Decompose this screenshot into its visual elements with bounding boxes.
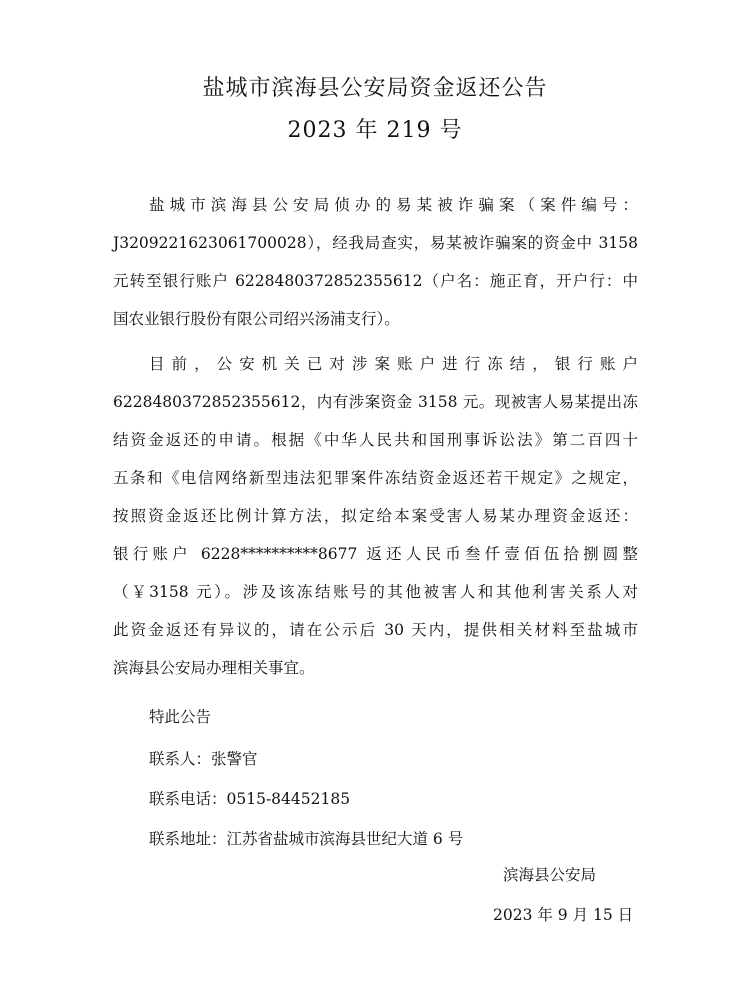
contact-phone: 联系电话：0515-84452185: [149, 790, 351, 808]
closing-phrase: 特此公告: [149, 708, 212, 726]
notice-number: 2023 年 219 号: [287, 118, 463, 143]
contact-person: 联系人：张警官: [149, 750, 258, 768]
paragraph-line: 目前，公安机关已对涉案账户进行冻结，银行账户: [149, 355, 638, 373]
paragraph-line: 元转至银行账户 6228480372852355612（户名：施正育，开户行：中: [113, 272, 638, 290]
paragraph-line: J3209221623061700028），经我局查实，易某被诈骗案的资金中 3158: [113, 234, 638, 252]
paragraph-line: 6228480372852355612，内有涉案资金 3158 元。现被害人易某提出冻: [113, 393, 638, 411]
paragraph-refund-info: [113, 345, 638, 687]
paragraph-line: 银行账户 6228**********8677 返还人民币叁仟壹佰伍拾捌圆整: [113, 545, 638, 563]
issuing-authority: 滨海县公安局: [503, 866, 597, 884]
paragraph-line: 结资金返还的申请。根据《中华人民共和国刑事诉讼法》第二百四十: [113, 431, 638, 449]
paragraph-case-info: [113, 186, 638, 338]
paragraph-line: 按照资金返还比例计算方法，拟定给本案受害人易某办理资金返还：: [113, 507, 638, 525]
contact-address: 联系地址：江苏省盐城市滨海县世纪大道 6 号: [149, 830, 464, 848]
paragraph-line: 盐城市滨海县公安局侦办的易某被诈骗案（案件编号：: [149, 196, 638, 214]
paragraph-line: 滨海县公安局办理相关事宜。: [113, 659, 315, 677]
paragraph-line: 国农业银行股份有限公司绍兴汤浦支行）。: [113, 310, 400, 328]
paragraph-line: （￥3158 元）。涉及该冻结账号的其他被害人和其他利害关系人对: [113, 583, 638, 601]
issue-date: 2023 年 9 月 15 日: [493, 906, 634, 924]
paragraph-line: 五条和《电信网络新型违法犯罪案件冻结资金返还若干规定》之规定，: [113, 469, 638, 487]
notice-title: 盐城市滨海县公安局资金返还公告: [202, 76, 548, 101]
paragraph-line: 此资金返还有异议的，请在公示后 30 天内，提供相关材料至盐城市: [113, 621, 638, 639]
